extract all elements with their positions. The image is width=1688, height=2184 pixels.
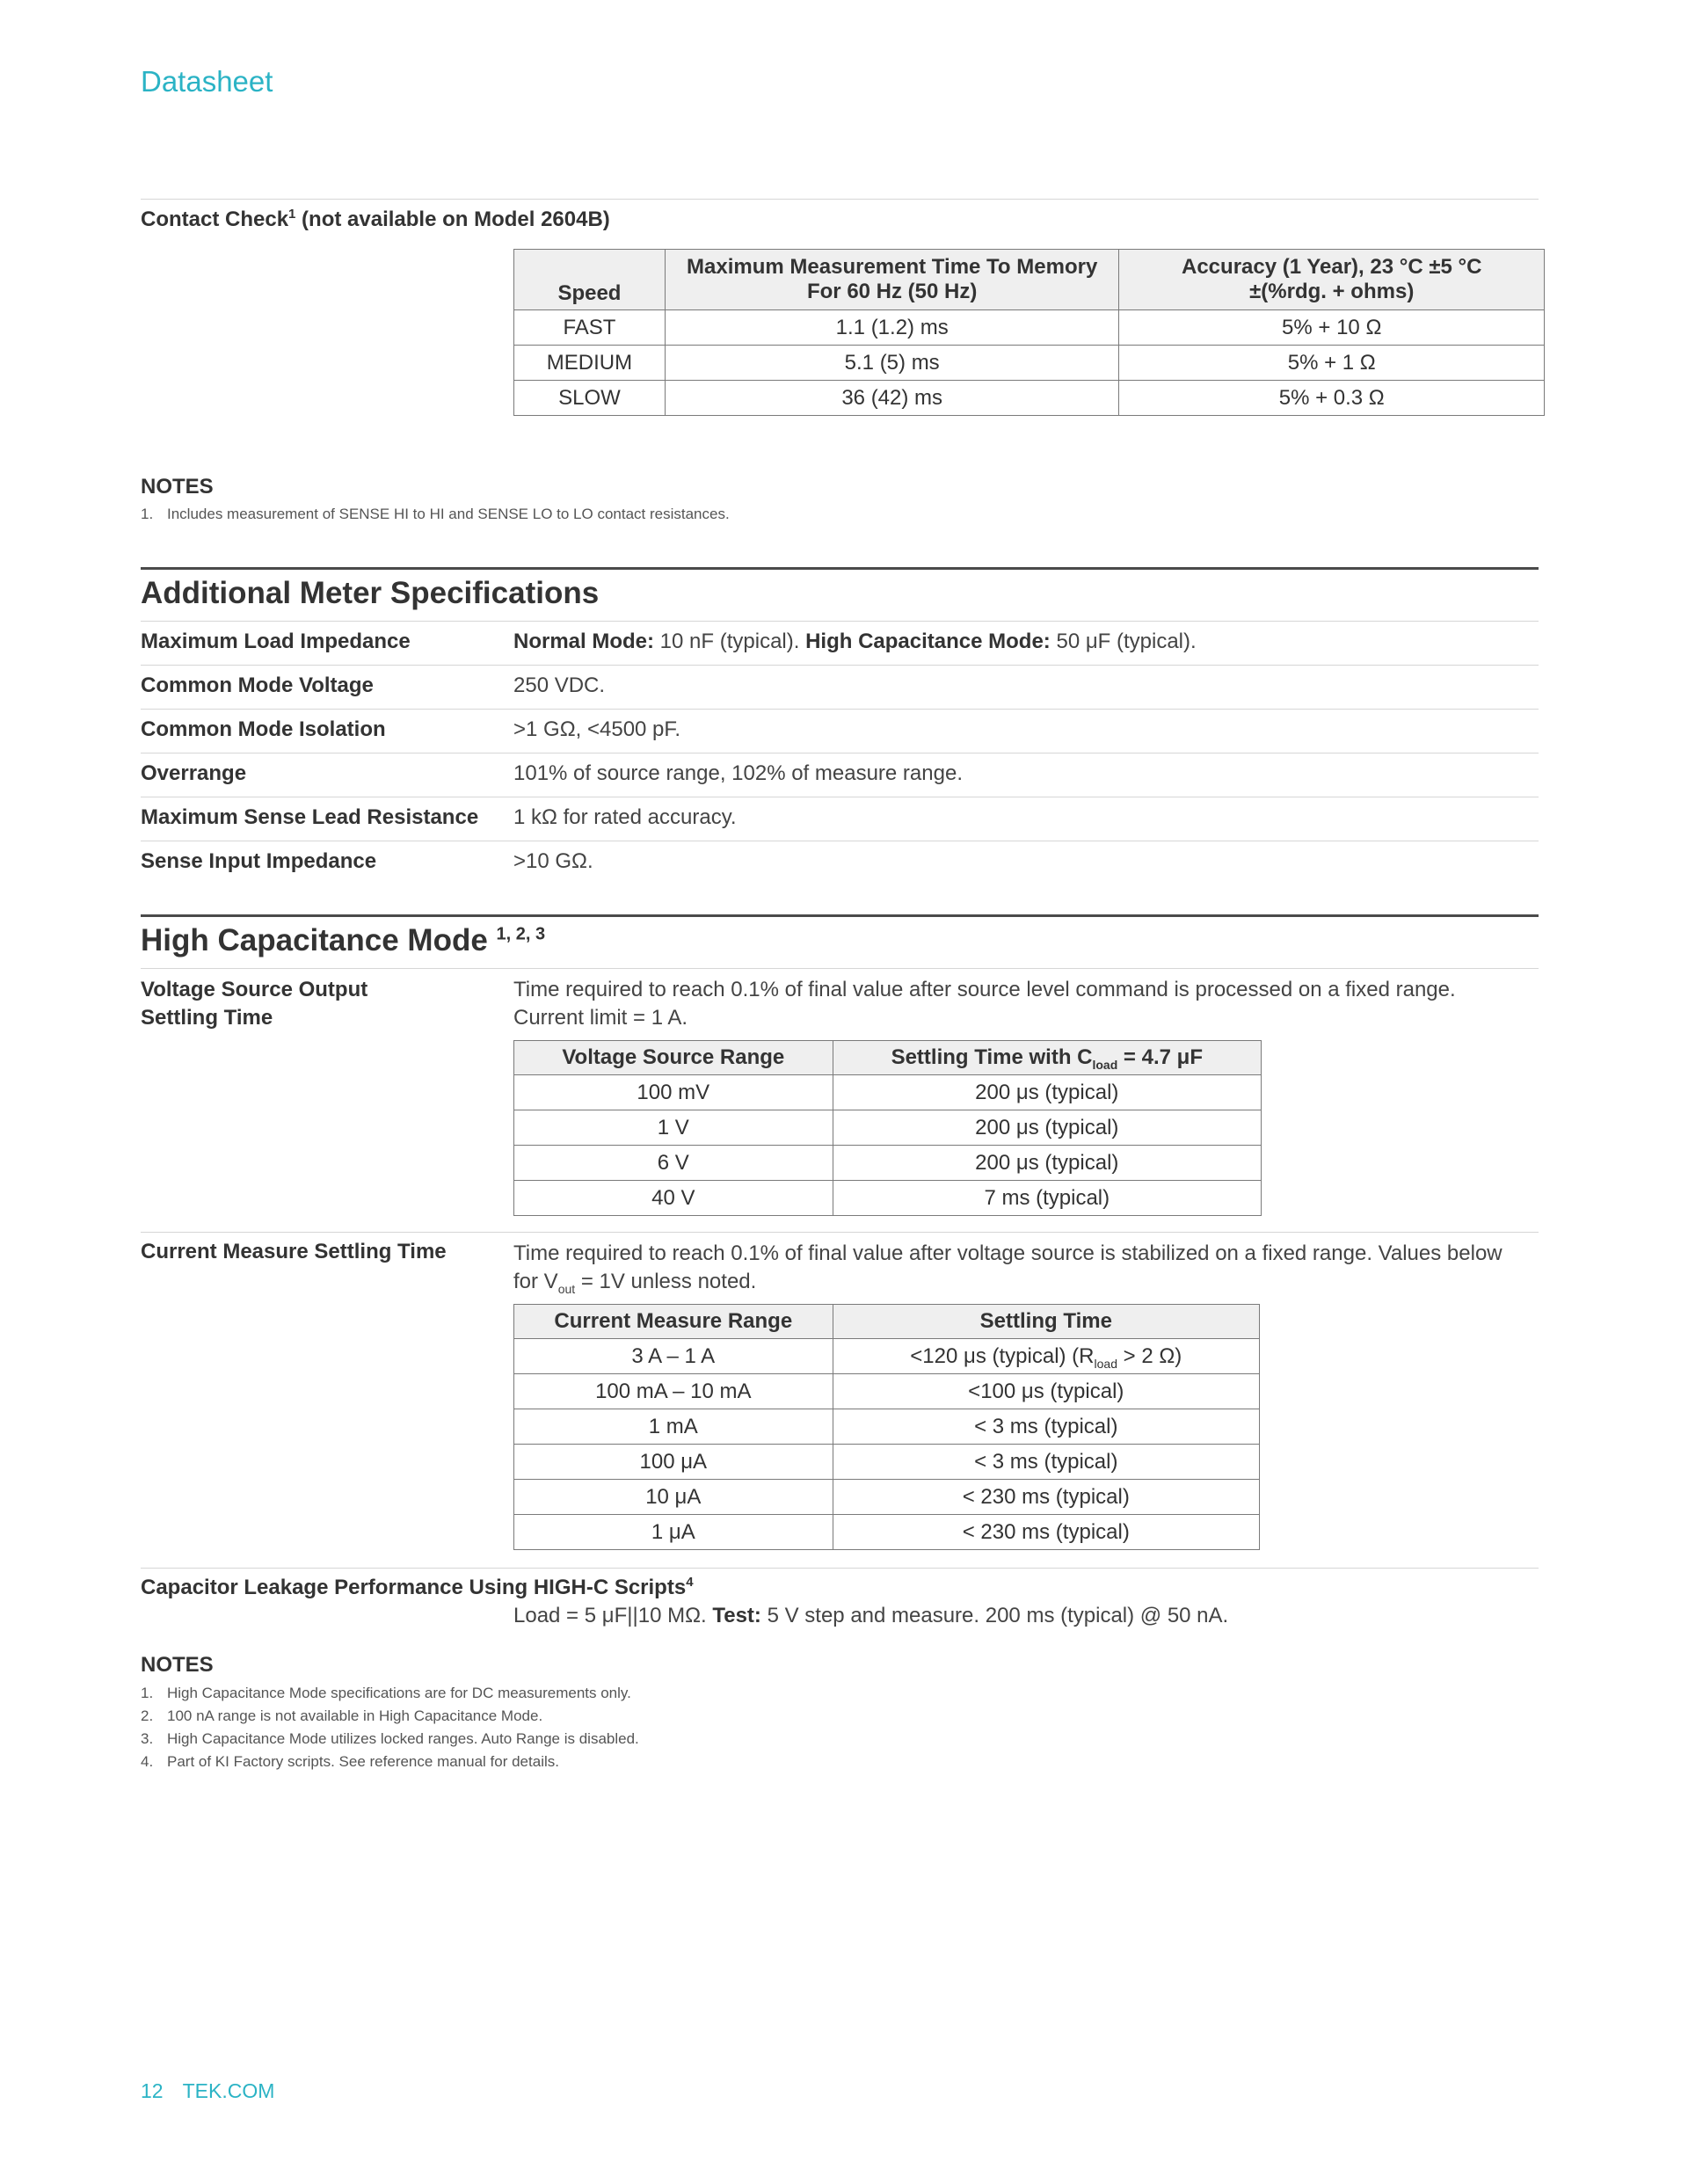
voltage-settling-label: Voltage Source Output Settling Time	[141, 978, 368, 1030]
divider	[141, 621, 1539, 622]
table-row	[514, 1374, 1260, 1409]
section-heading: High Capacitance Mode $^{1, 2, 3}$	[141, 923, 546, 957]
spec-label: Common Mode Voltage	[141, 673, 374, 697]
table-cell: 100 mA – 10 mA	[514, 1374, 833, 1409]
table-header: Voltage Source Range	[514, 1041, 833, 1075]
header-title: Datasheet	[141, 65, 273, 98]
divider	[141, 1232, 1539, 1233]
table-row	[514, 1181, 1262, 1216]
table-header: Maximum Measurement Time To Memory For 60 Hz (50 Hz)	[665, 250, 1119, 310]
capacitor-leakage-value: Load = 5 μF||10 MΩ. Test: 5 V step and measure. 200 ms (typical) @ 50 nA.	[513, 1604, 1229, 1627]
table-header: Settling Time	[833, 1305, 1259, 1339]
notes-heading: NOTES	[141, 475, 214, 499]
table-cell: 6 V	[514, 1146, 833, 1181]
table-cell: < 230 ms (typical)	[833, 1480, 1259, 1515]
spec-label: Overrange	[141, 761, 247, 785]
divider	[141, 709, 1539, 710]
table-row	[514, 1445, 1260, 1480]
spec-label: Sense Input Impedance	[141, 849, 377, 873]
table-header: Current Measure Range	[514, 1305, 833, 1339]
table-cell: 200 μs (typical)	[833, 1146, 1261, 1181]
note-item: 1. Includes measurement of SENSE HI to HI and SENSE LO to LO contact resistances.	[141, 506, 730, 522]
voltage-settling-table	[513, 1040, 1262, 1216]
table-cell: 1 V	[514, 1110, 833, 1146]
table-cell: < 230 ms (typical)	[833, 1515, 1259, 1550]
current-settling-label: Current Measure Settling Time	[141, 1240, 447, 1263]
table-cell: 5% + 10 Ω	[1119, 310, 1545, 346]
table-cell: 200 μs (typical)	[833, 1110, 1261, 1146]
table-row	[514, 1339, 1260, 1374]
table-row	[514, 381, 1545, 416]
table-cell: 36 (42) ms	[665, 381, 1119, 416]
table-cell: 40 V	[514, 1181, 833, 1216]
divider	[141, 199, 1539, 200]
section-rule	[141, 914, 1539, 917]
table-header: Speed	[514, 250, 666, 310]
table-row	[514, 1146, 1262, 1181]
table-cell: 1 μA	[514, 1515, 833, 1550]
spec-label: Maximum Sense Lead Resistance	[141, 805, 479, 829]
table-cell: SLOW	[514, 381, 666, 416]
current-settling-description: Time required to reach 0.1% of final value after voltage source is stabilized on a fixed range. Values below for $V_{out} = 1V$ unless noted.	[513, 1241, 1502, 1296]
table-cell: 100 μA	[514, 1445, 833, 1480]
table-cell: 100 mV	[514, 1075, 833, 1110]
table-cell: 5% + 1 Ω	[1119, 346, 1545, 381]
table-header: Settling Time with $C_{load} = 4.7$ μF	[833, 1041, 1261, 1075]
voltage-settling-description: Time required to reach 0.1% of final value after source level command is processed on a fixed range. Current limit = 1 A.	[513, 978, 1456, 1030]
spec-value: Normal Mode: 10 nF (typical). High Capacitance Mode: 50 μF (typical).	[513, 630, 1197, 653]
divider	[141, 968, 1539, 969]
current-settling-table	[513, 1304, 1260, 1550]
table-cell: <120 μs (typical) ($R_{load} > 2$ Ω)	[833, 1339, 1259, 1374]
table-row	[514, 1110, 1262, 1146]
table-cell: <100 μs (typical)	[833, 1374, 1259, 1409]
table-cell: 5.1 (5) ms	[665, 346, 1119, 381]
spec-value: 250 VDC.	[513, 673, 606, 697]
table-row	[514, 1075, 1262, 1110]
spec-value: >1 GΩ, <4500 pF.	[513, 717, 681, 741]
divider	[141, 1568, 1539, 1569]
section-heading: Additional Meter Specifications	[141, 576, 600, 610]
table-cell: 7 ms (typical)	[833, 1181, 1261, 1216]
table-cell: FAST	[514, 310, 666, 346]
spec-value: >10 GΩ.	[513, 849, 593, 873]
note-item: 2. 100 nA range is not available in High Capacitance Mode.	[141, 1707, 543, 1724]
table-cell: 5% + 0.3 Ω	[1119, 381, 1545, 416]
table-cell: 10 μA	[514, 1480, 833, 1515]
table-cell: 1.1 (1.2) ms	[665, 310, 1119, 346]
section-rule	[141, 567, 1539, 570]
note-item: 1. High Capacitance Mode specifications are for DC measurements only.	[141, 1685, 631, 1701]
table-cell: 200 μs (typical)	[833, 1075, 1261, 1110]
table-row	[514, 1480, 1260, 1515]
page-number: 12	[141, 2079, 164, 2102]
table-cell: < 3 ms (typical)	[833, 1409, 1259, 1445]
footer	[141, 2079, 274, 2103]
spec-value: 1 kΩ for rated accuracy.	[513, 805, 737, 829]
contact-check-table	[513, 249, 1545, 416]
contact-check-title: Contact Check$^1$ (not available on Model 2604B)	[141, 207, 610, 231]
notes-heading: NOTES	[141, 1653, 214, 1677]
table-row	[514, 346, 1545, 381]
capacitor-leakage-label: Capacitor Leakage Performance Using HIGH-C Scripts$^4$	[141, 1575, 694, 1599]
table-cell: 1 mA	[514, 1409, 833, 1445]
table-cell: 3 A – 1 A	[514, 1339, 833, 1374]
table-row	[514, 1409, 1260, 1445]
table-row	[514, 310, 1545, 346]
footer-site-link[interactable]: TEK.COM	[182, 2079, 275, 2102]
table-row	[514, 1515, 1260, 1550]
table-cell: MEDIUM	[514, 346, 666, 381]
table-header: Accuracy (1 Year), 23 °C ±5 °C ±(%rdg. + ohms)	[1119, 250, 1545, 310]
spec-value: 101% of source range, 102% of measure range.	[513, 761, 963, 785]
spec-label: Common Mode Isolation	[141, 717, 386, 741]
table-cell: < 3 ms (typical)	[833, 1445, 1259, 1480]
divider	[141, 665, 1539, 666]
spec-label: Maximum Load Impedance	[141, 630, 411, 653]
note-item: 4. Part of KI Factory scripts. See reference manual for details.	[141, 1753, 559, 1770]
note-item: 3. High Capacitance Mode utilizes locked ranges. Auto Range is disabled.	[141, 1730, 639, 1747]
